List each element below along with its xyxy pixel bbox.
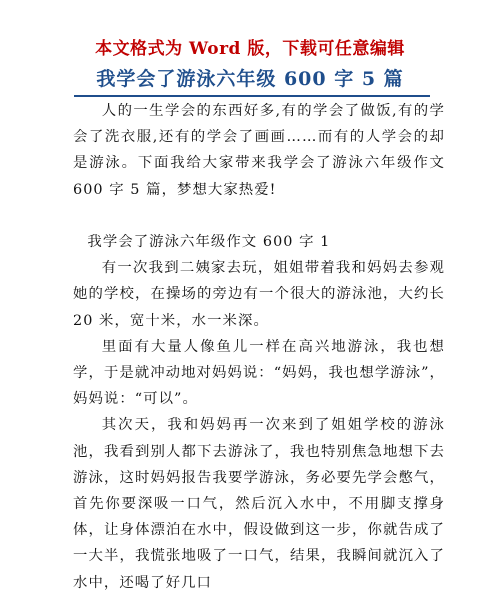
document-title: 我学会了游泳六年级 600 字 5 篇 xyxy=(96,68,404,90)
document-body xyxy=(73,98,445,596)
intro-paragraph: 人的一生学会的东西好多,有的学会了做饭,有的学会了洗衣服,还有的学会了画画……而有的人学会的却是游泳。下面我给大家带来我学会了游泳六年级作文 600 字 5 篇，梦想大家热爱! xyxy=(73,103,445,198)
body-paragraph: 其次天，我和妈妈再一次来到了姐姐学校的游泳池，我看到别人都下去游泳了，我也特别焦急地想下去游泳，这时妈妈报告我要学游泳，务必要先学会憋气，首先你要深吸一口气，然后沉入水中，不用脚支撑身体，让身体漂泊在水中，假设做到这一步，你就告成了一大半，我慌张地吸了一口气，结果，我瞬间就沉入了水中，还喝了好几口 xyxy=(73,417,445,591)
section-heading: 我学会了游泳六年级作文 600 字 1 xyxy=(87,234,331,250)
title-divider xyxy=(74,95,430,97)
banner-notice: 本文格式为 Word 版，下载可任意编辑 xyxy=(95,39,405,59)
body-paragraph: 有一次我到二姨家去玩，姐姐带着我和妈妈去参观她的学校，在操场的旁边有一个很大的游泳池，大约长 20 米，宽十米，水一米深。 xyxy=(73,260,445,329)
body-paragraph: 里面有大量人像鱼儿一样在高兴地游泳，我也想学，于是就冲动地对妈妈说：“妈妈，我也想学游泳”，妈妈说：“可以”。 xyxy=(73,338,445,408)
